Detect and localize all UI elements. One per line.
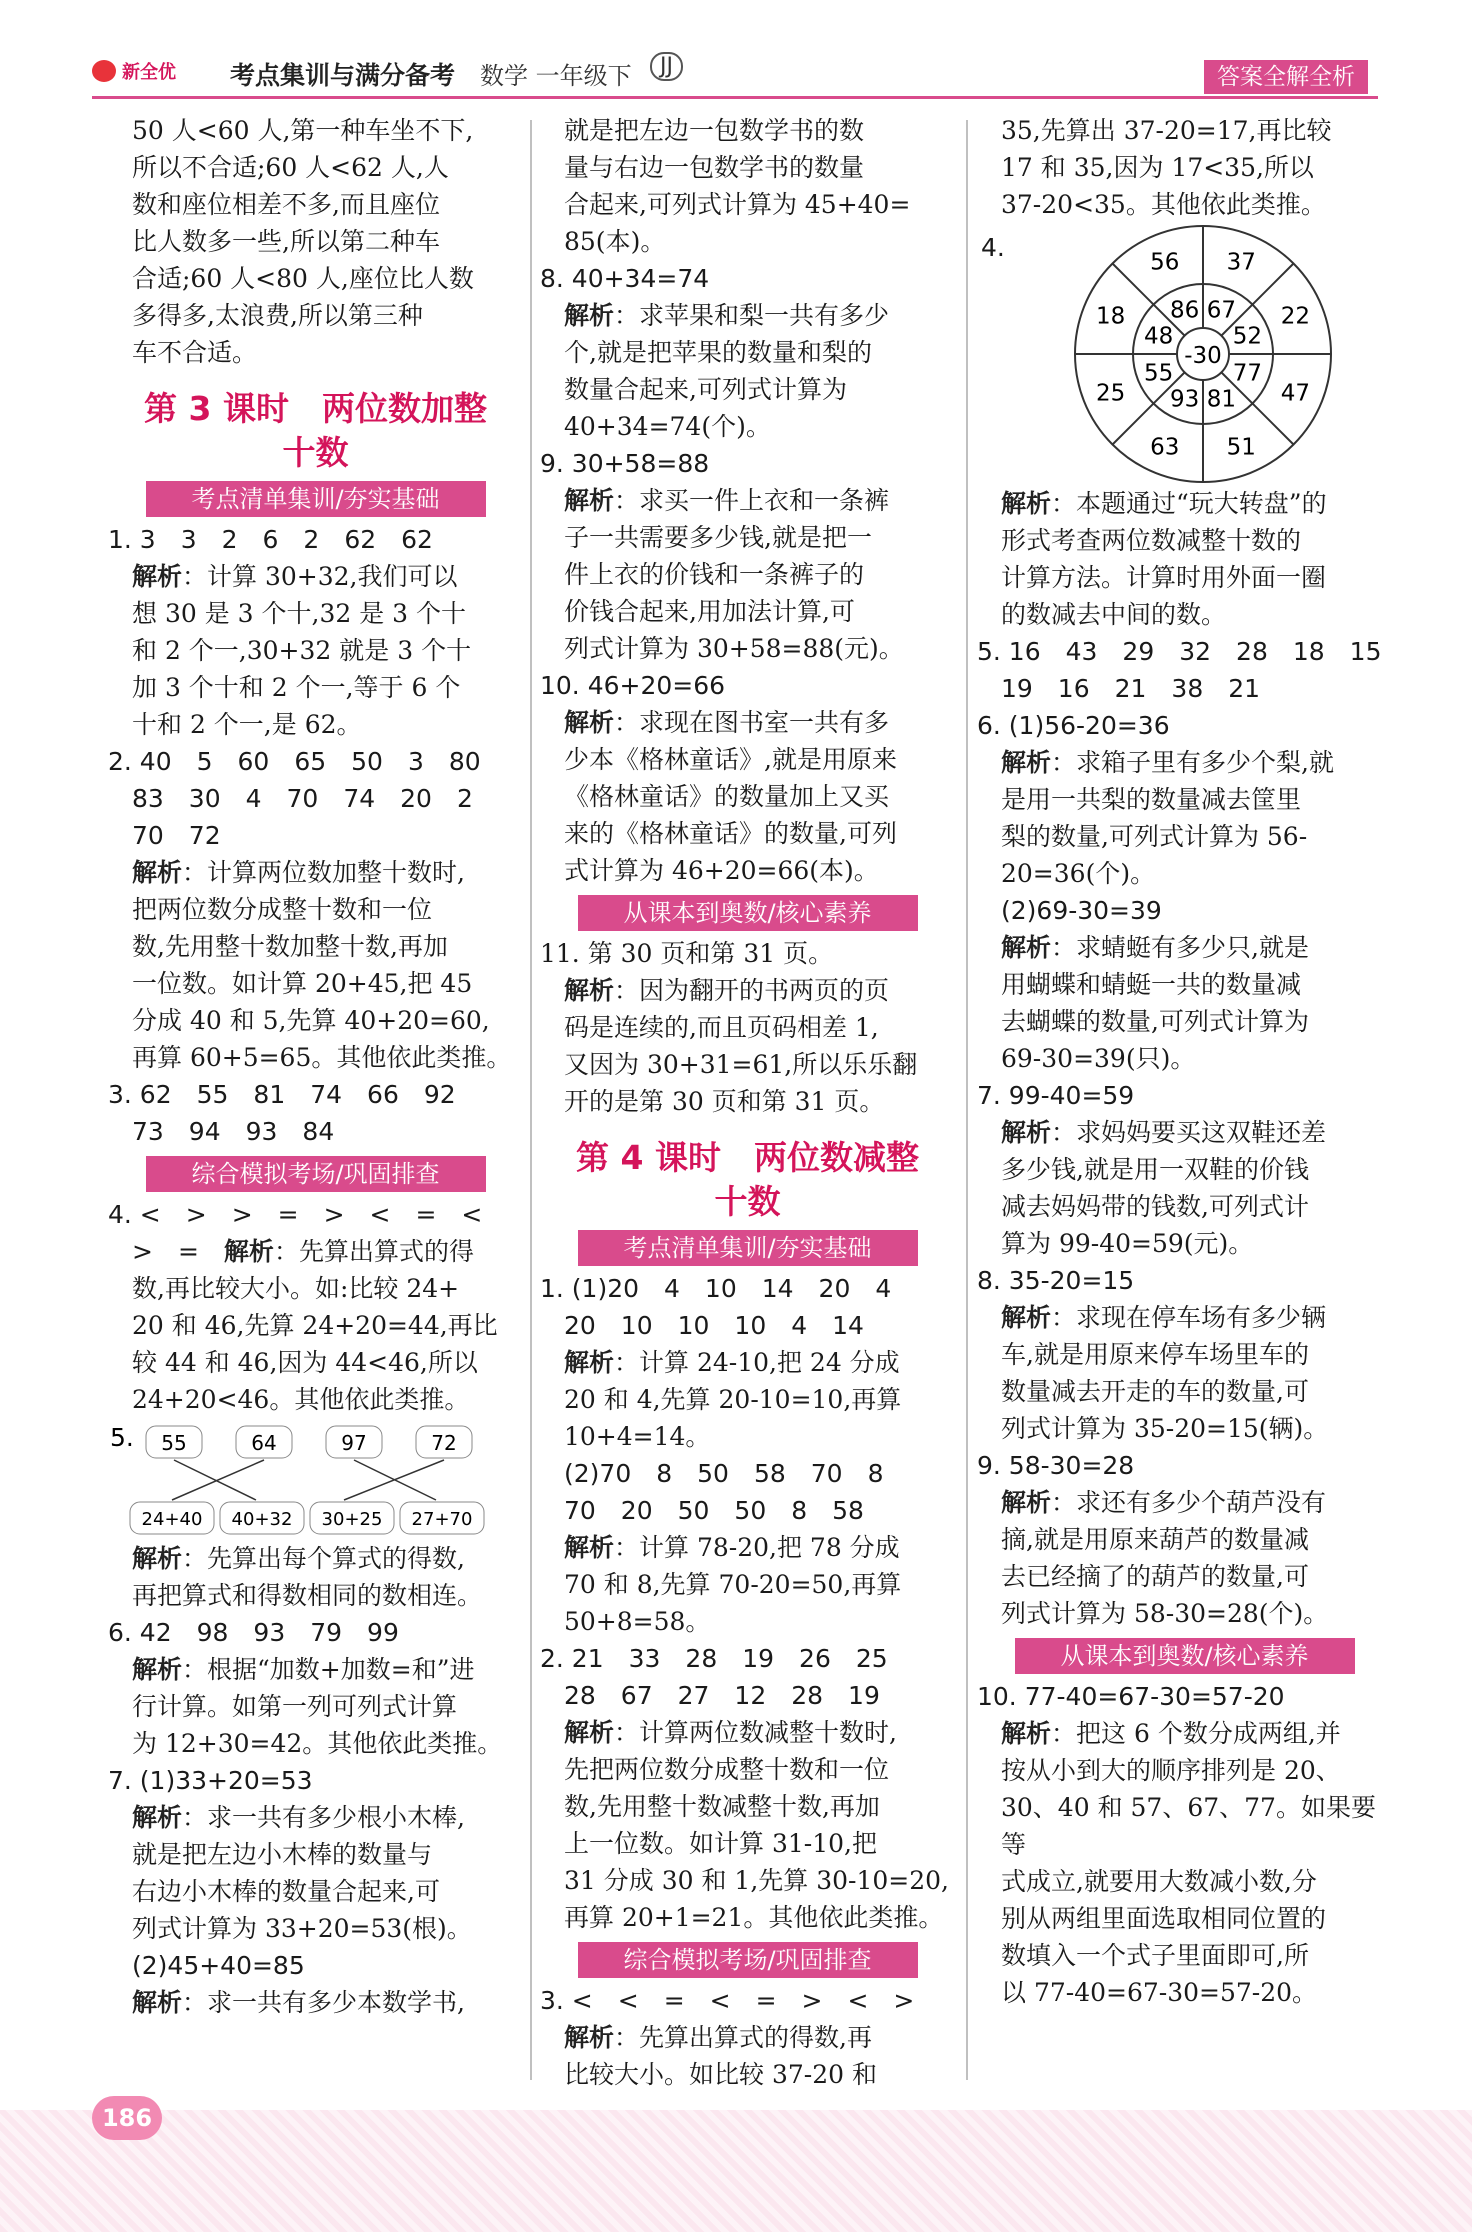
column-1 bbox=[108, 112, 523, 2021]
result-card: 64 bbox=[251, 1431, 277, 1455]
inner-number: 86 bbox=[1169, 297, 1200, 324]
analysis-label: 解析 bbox=[1001, 1488, 1052, 1517]
analysis-line bbox=[564, 1529, 955, 1566]
analysis-label: 解析 bbox=[1001, 1303, 1052, 1332]
page-footer-pattern bbox=[0, 2110, 1472, 2232]
outer-number: 37 bbox=[1226, 249, 1256, 276]
analysis-label: 解析 bbox=[564, 1348, 615, 1377]
analysis-line bbox=[1001, 929, 1392, 966]
answer-line: 7. 99-40=59 bbox=[977, 1081, 1135, 1110]
analysis-line: 码是连续的,而且页码相差 1, bbox=[564, 1013, 879, 1042]
answer-line: 70 20 50 50 8 58 bbox=[564, 1496, 864, 1525]
analysis-line: 再算 20+1=21。其他依此类推。 bbox=[564, 1903, 944, 1932]
text-line: 车不合适。 bbox=[132, 338, 258, 367]
analysis-text: ：先算出每个算式的得数, bbox=[182, 1544, 465, 1573]
analysis-line: 式成立,就要用大数减小数,分 bbox=[1001, 1867, 1317, 1896]
inner-number: 81 bbox=[1206, 386, 1237, 413]
analysis-line: 子一共需要多少钱,就是把一 bbox=[564, 523, 872, 552]
analysis-line: 计算方法。计算时用外面一圈 bbox=[1001, 563, 1327, 592]
q4-block bbox=[977, 223, 1392, 485]
outer-number: 25 bbox=[1095, 380, 1126, 407]
analysis-line: 数量合起来,可列式计算为 bbox=[564, 375, 847, 404]
outer-number: 56 bbox=[1150, 249, 1180, 276]
column-3 bbox=[977, 112, 1392, 2011]
expression-card: 24+40 bbox=[141, 1509, 203, 1530]
expression-card: 40+32 bbox=[231, 1509, 293, 1530]
analysis-line: 形式考查两位数减整十数的 bbox=[1001, 526, 1302, 555]
analysis-line: 梨的数量,可列式计算为 56- bbox=[1001, 822, 1308, 851]
analysis-line: 和 2 个一,30+32 就是 3 个十 bbox=[132, 636, 472, 665]
inner-number: 55 bbox=[1144, 360, 1174, 387]
answer-line: 9. 30+58=88 bbox=[540, 449, 710, 478]
analysis-line: 数,再比较大小。如:比较 24+ bbox=[132, 1274, 460, 1303]
analysis-line: 69-30=39(只)。 bbox=[1001, 1044, 1196, 1073]
text-line: 数和座位相差不多,而且座位 bbox=[132, 190, 440, 219]
answer-line: 6. (1)56-20=36 bbox=[977, 711, 1170, 740]
lesson-title-line: 十数 bbox=[282, 433, 349, 472]
text-line: 合起来,可列式计算为 45+40= bbox=[564, 190, 911, 219]
analysis-line: 开的是第 30 页和第 31 页。 bbox=[564, 1087, 885, 1116]
analysis-text: ：求一共有多少根小木棒, bbox=[182, 1803, 465, 1832]
answer-line: 20 10 10 10 4 14 bbox=[564, 1311, 864, 1340]
analysis-text: ：求买一件上衣和一条裤 bbox=[614, 486, 890, 515]
analysis-line: 再算 60+5=65。其他依此类推。 bbox=[132, 1043, 512, 1072]
analysis-text: ：求妈妈要买这双鞋还差 bbox=[1051, 1118, 1327, 1147]
expression-card: 30+25 bbox=[321, 1509, 383, 1530]
analysis-line bbox=[564, 704, 955, 741]
analysis-line: 较 44 和 46,因为 44<46,所以 bbox=[132, 1348, 478, 1377]
analysis-label: 解析 bbox=[132, 562, 183, 591]
analysis-line bbox=[1001, 1114, 1392, 1151]
analysis-text: ：计算 78-20,把 78 分成 bbox=[614, 1533, 900, 1562]
analysis-text: ：计算 24-10,把 24 分成 bbox=[614, 1348, 900, 1377]
analysis-text: ：求箱子里有多少个梨,就 bbox=[1051, 748, 1334, 777]
answer-line: 2. 21 33 28 19 26 25 bbox=[540, 1644, 888, 1673]
analysis-line: 把两位数分成整十数和一位 bbox=[132, 895, 433, 924]
answer-line: 28 67 27 12 28 19 bbox=[564, 1681, 880, 1710]
analysis-line bbox=[564, 1714, 955, 1751]
analysis-text: ：计算 30+32,我们可以 bbox=[182, 562, 458, 591]
analysis-label: 解析 bbox=[1001, 489, 1052, 518]
lesson-title bbox=[108, 387, 523, 475]
analysis-line: 列式计算为 35-20=15(辆)。 bbox=[1001, 1414, 1329, 1443]
answer-line: 11. 第 30 页和第 31 页。 bbox=[540, 939, 834, 968]
section-banner: 考点清单集训/夯实基础 bbox=[146, 481, 486, 517]
analysis-line bbox=[1001, 1299, 1392, 1336]
answer-line: 5. 16 43 29 32 28 18 15 bbox=[977, 637, 1382, 666]
analysis-label: 解析 bbox=[1001, 933, 1052, 962]
matching-lines bbox=[172, 1460, 444, 1500]
matching-diagram bbox=[108, 1420, 538, 1540]
inner-number: 67 bbox=[1206, 297, 1237, 324]
answer-line: 3. 62 55 81 74 66 92 bbox=[108, 1080, 456, 1109]
answer-line: 70 72 bbox=[132, 821, 221, 850]
text-line: 37-20<35。其他依此类推。 bbox=[1001, 190, 1326, 219]
analysis-label: 解析 bbox=[564, 2023, 615, 2052]
analysis-line: 件上衣的价钱和一条裤子的 bbox=[564, 560, 865, 589]
analysis-line bbox=[132, 854, 523, 891]
analysis-line: 比较大小。如比较 37-20 和 bbox=[564, 2060, 877, 2089]
analysis-line bbox=[1001, 1715, 1392, 1752]
text-line: 比人数多一些,所以第二种车 bbox=[132, 227, 440, 256]
analysis-line: 去已经摘了的葫芦的数量,可 bbox=[1001, 1562, 1309, 1591]
analysis-label: 解析 bbox=[132, 1988, 183, 2017]
analysis-line: 列式计算为 30+58=88(元)。 bbox=[564, 634, 904, 663]
outer-number: 63 bbox=[1150, 434, 1180, 461]
analysis-line: 式计算为 46+20=66(本)。 bbox=[564, 856, 879, 885]
analysis-line: 数填入一个式子里面即可,所 bbox=[1001, 1941, 1309, 1970]
inner-number: 52 bbox=[1232, 323, 1262, 350]
text-line: 85(本)。 bbox=[564, 227, 666, 256]
analysis-text: ：先算出算式的得数,再 bbox=[614, 2023, 872, 2052]
page-header bbox=[0, 0, 1472, 110]
analysis-line: 车,就是用原来停车场里车的 bbox=[1001, 1340, 1309, 1369]
analysis-line: 加 3 个十和 2 个一,等于 6 个 bbox=[132, 673, 461, 702]
text-line: 量与右边一包数学书的数量 bbox=[564, 153, 865, 182]
analysis-text: ：根据“加数+加数=和”进 bbox=[182, 1655, 475, 1684]
center-number: -30 bbox=[1184, 343, 1222, 369]
edition-badge: JJ bbox=[650, 52, 683, 81]
analysis-line bbox=[564, 297, 955, 334]
analysis-line: 是用一共梨的数量减去筐里 bbox=[1001, 785, 1302, 814]
result-cards bbox=[146, 1426, 472, 1458]
analysis-label: 解析 bbox=[1001, 1719, 1052, 1748]
answer-line: 6. 42 98 93 79 99 bbox=[108, 1618, 399, 1647]
analysis-line: 想 30 是 3 个十,32 是 3 个十 bbox=[132, 599, 467, 628]
analysis-line: 别从两组里面选取相同位置的 bbox=[1001, 1904, 1327, 1933]
analysis-label: 解析 bbox=[564, 976, 615, 1005]
analysis-line: 30、40 和 57、67、77。如果要等 bbox=[1001, 1793, 1376, 1859]
analysis-line: 减去妈妈带的钱数,可列式计 bbox=[1001, 1192, 1309, 1221]
expression-cards bbox=[130, 1502, 484, 1534]
column-divider bbox=[530, 120, 532, 2080]
analysis-line: 31 分成 30 和 1,先算 30-10=20, bbox=[564, 1866, 949, 1895]
answer-line: (2)70 8 50 58 70 8 bbox=[564, 1459, 884, 1488]
text-line: 35,先算出 37-20=17,再比较 bbox=[1001, 116, 1332, 145]
analysis-text: ：计算两位数减整十数时, bbox=[614, 1718, 897, 1747]
analysis-text: ：求还有多少个葫芦没有 bbox=[1051, 1488, 1327, 1517]
analysis-line: 40+34=74(个)。 bbox=[564, 412, 771, 441]
analysis-text: ：因为翻开的书两页的页 bbox=[614, 976, 890, 1005]
outer-number: 47 bbox=[1280, 380, 1311, 407]
analysis-line: 20=36(个)。 bbox=[1001, 859, 1156, 888]
analysis-line: 少本《格林童话》,就是用原来 bbox=[564, 745, 897, 774]
analysis-line bbox=[132, 1651, 523, 1688]
analysis-line: 数,先用整十数减整十数,再加 bbox=[564, 1792, 880, 1821]
text-line: 多得多,太浪费,所以第三种 bbox=[132, 301, 423, 330]
answer-line: 83 30 4 70 74 20 2 bbox=[132, 784, 473, 813]
analysis-line: 行计算。如第一列可列式计算 bbox=[132, 1692, 458, 1721]
analysis-label: 解析 bbox=[1001, 1118, 1052, 1147]
analysis-line: 为 12+30=42。其他依此类推。 bbox=[132, 1729, 503, 1758]
text-line: 合适;60 人<80 人,座位比人数 bbox=[132, 264, 474, 293]
answer-line: (2)45+40=85 bbox=[132, 1951, 305, 1980]
analysis-line: 多少钱,就是用一双鞋的价钱 bbox=[1001, 1155, 1309, 1184]
analysis-line: 十和 2 个一,是 62。 bbox=[132, 710, 362, 739]
analysis-text: ：计算两位数加整十数时, bbox=[182, 858, 465, 887]
answer-line: 8. 35-20=15 bbox=[977, 1266, 1135, 1295]
analysis-line bbox=[1001, 1484, 1392, 1521]
analysis-label: 解析 bbox=[132, 858, 183, 887]
analysis-line: 以 77-40=67-30=57-20。 bbox=[1001, 1978, 1318, 2007]
analysis-text: ：求现在图书室一共有多 bbox=[614, 708, 890, 737]
analysis-line: 来的《格林童话》的数量,可列 bbox=[564, 819, 897, 848]
question-number: 4. bbox=[981, 233, 1005, 262]
analysis-line: 价钱合起来,用加法计算,可 bbox=[564, 597, 855, 626]
analysis-line bbox=[1001, 744, 1392, 781]
analysis-line: 10+4=14。 bbox=[564, 1422, 711, 1451]
subject-grade: 数学 一年级下 bbox=[480, 62, 632, 90]
lesson-title-line: 第 3 课时 两位数加整 bbox=[144, 389, 487, 428]
analysis-line: 20 和 46,先算 24+20=44,再比 bbox=[132, 1311, 498, 1340]
analysis-line bbox=[564, 482, 955, 519]
analysis-label: 解析 bbox=[564, 1718, 615, 1747]
analysis-line: 一位数。如计算 20+45,把 45 bbox=[132, 969, 473, 998]
answer-line: 1. (1)20 4 10 14 20 4 bbox=[540, 1274, 892, 1303]
analysis-label: 解析 bbox=[564, 1533, 615, 1562]
section-banner: 从课本到奥数/核心素养 bbox=[1015, 1638, 1355, 1674]
answer-line: 2. 40 5 60 65 50 3 80 bbox=[108, 747, 481, 776]
analysis-text: ：求现在停车场有多少辆 bbox=[1051, 1303, 1327, 1332]
analysis-line: 上一位数。如计算 31-10,把 bbox=[564, 1829, 877, 1858]
analysis-line: 50+8=58。 bbox=[564, 1607, 711, 1636]
text-line: 50 人<60 人,第一种车坐不下, bbox=[132, 116, 474, 145]
page-number: 186 bbox=[92, 2096, 162, 2140]
analysis-line: 列式计算为 58-30=28(个)。 bbox=[1001, 1599, 1329, 1628]
analysis-line: 右边小木棒的数量合起来,可 bbox=[132, 1877, 440, 1906]
text-line: 所以不合适;60 人<62 人,人 bbox=[132, 153, 449, 182]
analysis-line: 数,先用整十数加整十数,再加 bbox=[132, 932, 448, 961]
analysis-text: ：把这 6 个数分成两组,并 bbox=[1051, 1719, 1341, 1748]
analysis-text: ：本题通过“玩大转盘”的 bbox=[1051, 489, 1327, 518]
answer-line: 9. 58-30=28 bbox=[977, 1451, 1135, 1480]
analysis-line: 先把两位数分成整十数和一位 bbox=[564, 1755, 890, 1784]
analysis-line bbox=[132, 1233, 523, 1270]
analysis-line: 摘,就是用原来葫芦的数量减 bbox=[1001, 1525, 1309, 1554]
inner-number: 93 bbox=[1169, 386, 1200, 413]
analysis-line: 用蝴蝶和蜻蜓一共的数量减 bbox=[1001, 970, 1302, 999]
analysis-line: 又因为 30+31=61,所以乐乐翻 bbox=[564, 1050, 918, 1079]
analysis-label: 解析 bbox=[132, 1803, 183, 1832]
text-line: 就是把左边一包数学书的数 bbox=[564, 116, 865, 145]
analysis-line: 再把算式和得数相同的数相连。 bbox=[132, 1581, 483, 1610]
analysis-line: 20 和 4,先算 20-10=10,再算 bbox=[564, 1385, 902, 1414]
analysis-line: 个,就是把苹果的数量和梨的 bbox=[564, 338, 872, 367]
answer-line: 19 16 21 38 21 bbox=[1001, 674, 1261, 703]
answer-line: 1. 3 3 2 6 2 62 62 bbox=[108, 525, 433, 554]
analysis-line: 就是把左边小木棒的数量与 bbox=[132, 1840, 433, 1869]
analysis-label: 解析 bbox=[132, 1655, 183, 1684]
question-number: 5. bbox=[110, 1423, 134, 1452]
analysis-label: 解析 bbox=[564, 708, 615, 737]
analysis-text: ：求苹果和梨一共有多少 bbox=[614, 301, 890, 330]
header-rule bbox=[92, 96, 1378, 99]
analysis-line bbox=[132, 1799, 523, 1836]
analysis-line: 去蝴蝶的数量,可列式计算为 bbox=[1001, 1007, 1309, 1036]
analysis-line bbox=[132, 558, 523, 595]
analysis-label: 解析 bbox=[223, 1237, 274, 1266]
text-line: 17 和 35,因为 17<35,所以 bbox=[1001, 153, 1314, 182]
analysis-line: 的数减去中间的数。 bbox=[1001, 600, 1227, 629]
lesson-title-line: 第 4 课时 两位数减整 bbox=[576, 1138, 919, 1177]
analysis-line: 70 和 8,先算 70-20=50,再算 bbox=[564, 1570, 902, 1599]
section-banner: 从课本到奥数/核心素养 bbox=[578, 895, 918, 931]
analysis-label: 解析 bbox=[564, 486, 615, 515]
analysis-line: 数量减去开走的车的数量,可 bbox=[1001, 1377, 1309, 1406]
answer-line: 8. 40+34=74 bbox=[540, 264, 710, 293]
analysis-line: 《格林童话》的数量加上又买 bbox=[564, 782, 890, 811]
section-banner: 考点清单集训/夯实基础 bbox=[578, 1230, 918, 1266]
section-banner: 综合模拟考场/巩固排查 bbox=[146, 1156, 486, 1192]
analysis-line bbox=[564, 2019, 955, 2056]
logo-badge-icon bbox=[92, 60, 116, 82]
lesson-title bbox=[540, 1136, 955, 1224]
analysis-text: ：求一共有多少本数学书, bbox=[182, 1988, 465, 2017]
lesson-title-line: 十数 bbox=[714, 1182, 781, 1221]
analysis-line: 按从小到大的顺序排列是 20、 bbox=[1001, 1756, 1341, 1785]
result-card: 72 bbox=[431, 1431, 457, 1455]
expression-card: 27+70 bbox=[411, 1509, 473, 1530]
analysis-line: 分成 40 和 5,先算 40+20=60, bbox=[132, 1006, 490, 1035]
outer-number: 51 bbox=[1226, 434, 1256, 461]
turntable-wheel bbox=[1013, 223, 1393, 485]
outer-number: 22 bbox=[1280, 303, 1311, 330]
answer-line: 7. (1)33+20=53 bbox=[108, 1766, 313, 1795]
analysis-label: 解析 bbox=[132, 1544, 183, 1573]
answer-line: 10. 46+20=66 bbox=[540, 671, 726, 700]
inner-number: 77 bbox=[1232, 360, 1262, 387]
inner-number: 48 bbox=[1144, 323, 1174, 350]
answer-line: 10. 77-40=67-30=57-20 bbox=[977, 1682, 1285, 1711]
answer-line: 3. < < = < = > < > bbox=[540, 1986, 915, 2015]
analysis-text: ：先算出算式的得 bbox=[273, 1237, 474, 1266]
answer-line: 73 94 93 84 bbox=[132, 1117, 335, 1146]
column-2 bbox=[540, 112, 955, 2093]
analysis-label: 解析 bbox=[564, 301, 615, 330]
series-title: 考点集训与满分备考 bbox=[230, 61, 456, 90]
answer-line: (2)69-30=39 bbox=[1001, 896, 1162, 925]
publisher-logo bbox=[92, 56, 212, 86]
answer-text: > = bbox=[132, 1237, 199, 1266]
analysis-line bbox=[132, 1540, 523, 1577]
analysis-text: ：求蜻蜓有多少只,就是 bbox=[1051, 933, 1309, 962]
analysis-line: 算为 99-40=59(元)。 bbox=[1001, 1229, 1254, 1258]
result-card: 55 bbox=[161, 1431, 187, 1455]
analysis-line bbox=[564, 972, 955, 1009]
outer-number: 18 bbox=[1095, 303, 1126, 330]
analysis-line: 列式计算为 33+20=53(根)。 bbox=[132, 1914, 472, 1943]
section-banner: 综合模拟考场/巩固排查 bbox=[578, 1942, 918, 1978]
analysis-line bbox=[564, 1344, 955, 1381]
column-divider bbox=[966, 120, 968, 2080]
result-card: 97 bbox=[341, 1431, 367, 1455]
analysis-line: 24+20<46。其他依此类推。 bbox=[132, 1385, 470, 1414]
analysis-label: 解析 bbox=[1001, 748, 1052, 777]
answer-section-tag: 答案全解全析 bbox=[1204, 60, 1368, 94]
answer-line: 4. < > > = > < = < bbox=[108, 1200, 483, 1229]
brand-name: 新全优 bbox=[122, 62, 176, 83]
analysis-line bbox=[132, 1984, 523, 2021]
analysis-line bbox=[1001, 485, 1392, 522]
